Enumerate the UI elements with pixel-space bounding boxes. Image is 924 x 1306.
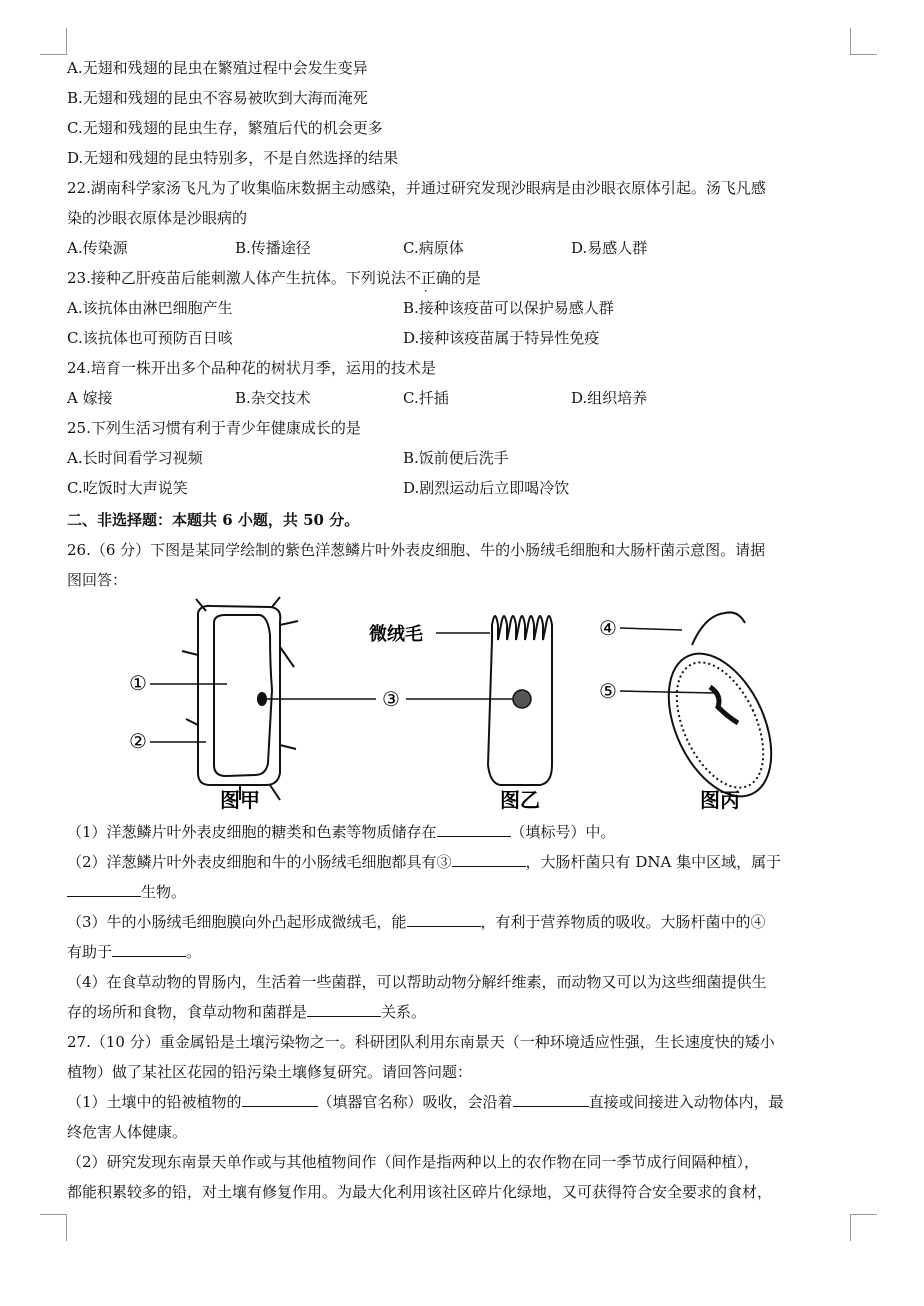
q21-option-c: C.无翅和残翅的昆虫生存，繁殖后代的机会更多	[67, 119, 383, 137]
q26-sub3-lead: 有助于	[67, 943, 113, 961]
q22-stem-1: 22.湖南科学家汤飞凡为了收集临床数据主动感染，并通过研究发现沙眼病是由沙眼衣原体引起。汤飞凡感	[67, 179, 766, 197]
q27-stem-1: 27.（10 分）重金属铅是土壤污染物之一。科研团队利用东南景天（一种环境适应性强，生长速度快的矮小	[67, 1033, 775, 1051]
q26-stem-2: 图回答：	[67, 571, 128, 589]
caption-figure-a: 图甲	[220, 788, 260, 812]
answer-blank[interactable]	[307, 1002, 381, 1017]
cell-diagram	[120, 595, 800, 820]
q23-stem-pre: 23.接种乙肝疫苗后能刺激人体产生抗体。下列说法	[67, 269, 406, 287]
answer-blank[interactable]	[67, 882, 141, 897]
q26-sub3-end: 。	[186, 943, 202, 961]
q26-sub2-end: 生物。	[141, 883, 187, 901]
q27-stem-2: 植物）做了某社区花园的铅污染土壤修复研究。请回答问题：	[67, 1063, 473, 1081]
q26-sub2-cont	[67, 882, 186, 902]
q27-sub1-text: （1）土壤中的铅被植物的	[67, 1093, 242, 1111]
q22-option-c: C.病原体	[403, 239, 464, 257]
answer-blank[interactable]	[437, 822, 511, 837]
caption-figure-c: 图丙	[700, 788, 740, 812]
crop-mark-top-right	[850, 28, 877, 55]
label-2: ②	[129, 729, 147, 753]
crop-mark-top-left	[40, 28, 67, 55]
q21-option-a: A.无翅和残翅的昆虫在繁殖过程中会发生变异	[67, 59, 368, 77]
q22-option-d: D.易感人群	[571, 239, 648, 257]
animal-nucleus	[513, 690, 531, 708]
q21-option-d: D.无翅和残翅的昆虫特别多，不是自然选择的结果	[67, 149, 399, 167]
bacterium-figure	[648, 612, 792, 812]
q25-option-c: C.吃饭时大声说笑	[67, 479, 188, 497]
q21-option-b: B.无翅和残翅的昆虫不容易被吹到大海而淹死	[67, 89, 368, 107]
q26-sub4-text: 存的场所和食物，食草动物和菌群是	[67, 1003, 308, 1021]
q23-stem-post: 的是	[450, 269, 481, 287]
q22-option-a: A.传染源	[67, 239, 128, 257]
q24-option-d: D.组织培养	[571, 389, 648, 407]
q26-sub2	[67, 852, 781, 872]
q26-sub3-text: （3）牛的小肠绒毛细胞膜向外凸起形成微绒毛，能	[67, 913, 407, 931]
q25-option-a: A.长时间看学习视频	[67, 449, 203, 467]
plant-nucleus	[257, 692, 267, 706]
q23-option-d: D.接种该疫苗属于特异性免疫	[403, 329, 600, 347]
q23-option-b: B.接种该疫苗可以保护易感人群	[403, 299, 614, 317]
q26-sub3-cont	[67, 942, 201, 962]
q26-sub3-tail: ，有利于营养物质的吸收。大肠杆菌中的④	[480, 913, 766, 931]
leader-line-5	[620, 691, 715, 693]
q26-sub3	[67, 912, 766, 932]
q27-sub1	[67, 1092, 784, 1112]
q27-sub2-1: （2）研究发现东南景天单作或与其他植物间作（间作是指两种以上的农作物在同一季节成行间隔种植），	[67, 1153, 760, 1171]
section-2-heading: 二、非选择题：本题共 6 小题，共 50 分。	[67, 511, 360, 529]
q26-sub1-tail: （填标号）中。	[510, 823, 616, 841]
q26-sub4-tail: 关系。	[381, 1003, 427, 1021]
q23-option-c: C.该抗体也可预防百日咳	[67, 329, 233, 347]
q26-sub2-text: （2）洋葱鳞片叶外表皮细胞和牛的小肠绒毛细胞都具有③	[67, 853, 452, 871]
q24-option-b: B.杂交技术	[235, 389, 311, 407]
answer-blank[interactable]	[452, 852, 526, 867]
q24-option-a: A 嫁接	[67, 389, 113, 407]
crop-mark-bottom-right	[850, 1214, 877, 1241]
q26-stem-1: 26.（6 分）下图是某同学绘制的紫色洋葱鳞片叶外表皮细胞、牛的小肠绒毛细胞和大肠杆菌示意图。请据	[67, 541, 766, 559]
q23-negation: 不正确	[405, 269, 451, 287]
q27-sub1-tail: 直接或间接进入动物体内，最	[588, 1093, 784, 1111]
label-5: ⑤	[599, 679, 617, 703]
label-1: ①	[129, 671, 147, 695]
q22-stem-2: 染的沙眼衣原体是沙眼病的	[67, 209, 248, 227]
q27-sub1-cont: 终危害人体健康。	[67, 1123, 188, 1141]
q26-sub1-text: （1）洋葱鳞片叶外表皮细胞的糖类和色素等物质储存在	[67, 823, 437, 841]
label-4: ④	[599, 616, 617, 640]
leader-line-4	[620, 628, 682, 630]
label-microvilli: 微绒毛	[369, 624, 423, 645]
q26-sub2-tail: ，大肠杆菌只有 DNA 集中区域，属于	[525, 853, 782, 871]
q23-stem	[67, 268, 481, 288]
q26-sub4-2	[67, 1002, 426, 1022]
answer-blank[interactable]	[513, 1092, 589, 1107]
q24-option-c: C.扦插	[403, 389, 449, 407]
q25-option-b: B.饭前便后洗手	[403, 449, 509, 467]
q27-sub2-2: 都能积累较多的铅，对土壤有修复作用。为最大化利用该社区碎片化绿地，又可获得符合安全要求的食材，	[67, 1183, 773, 1201]
answer-blank[interactable]	[242, 1092, 318, 1107]
q27-sub1-mid: （填器官名称）吸收，会沿着	[317, 1093, 513, 1111]
answer-blank[interactable]	[112, 942, 186, 957]
q26-sub1	[67, 822, 616, 842]
q22-option-b: B.传播途径	[235, 239, 311, 257]
q25-stem: 25.下列生活习惯有利于青少年健康成长的是	[67, 419, 361, 437]
caption-figure-b: 图乙	[500, 788, 540, 812]
answer-blank[interactable]	[407, 912, 481, 927]
crop-mark-bottom-left	[40, 1214, 67, 1241]
q23-option-a: A.该抗体由淋巴细胞产生	[67, 299, 233, 317]
q25-option-d: D.剧烈运动后立即喝冷饮	[403, 479, 570, 497]
q26-sub4-1: （4）在食草动物的胃肠内，生活着一些菌群，可以帮助动物分解纤维素，而动物又可以为这些细菌提供生	[67, 973, 767, 991]
label-3: ③	[382, 687, 400, 711]
q24-stem: 24.培育一株开出多个品种花的树状月季，运用的技术是	[67, 359, 436, 377]
